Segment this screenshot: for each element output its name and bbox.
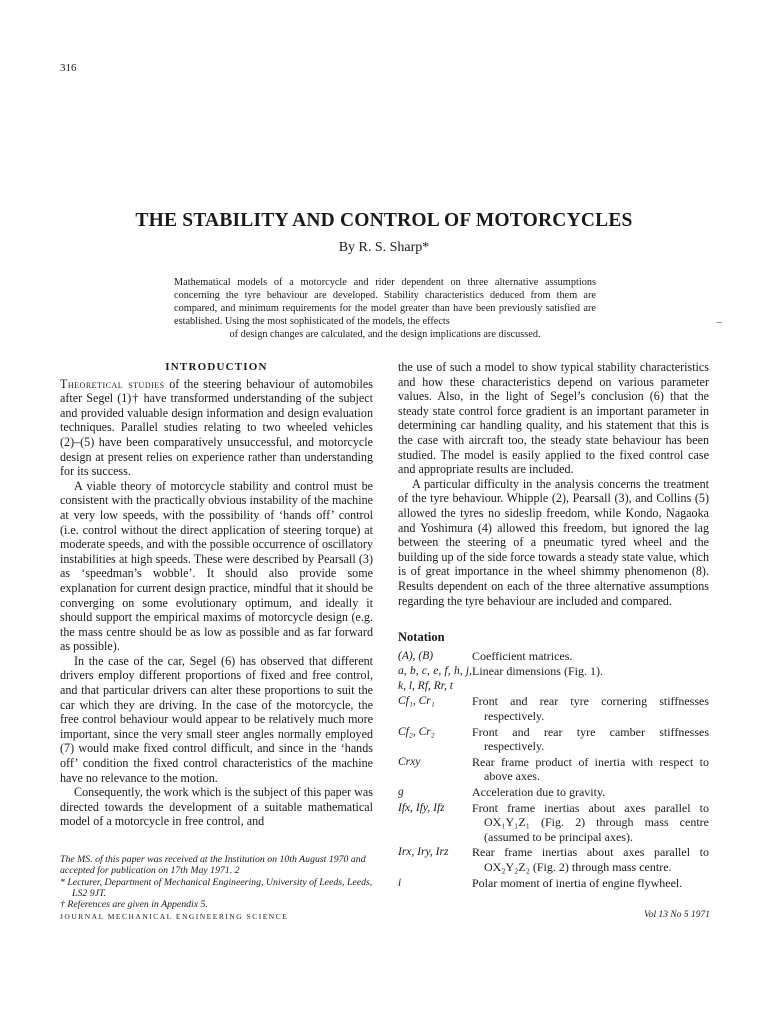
notation-definition: Front and rear tyre camber stiffnesses respectively. (472, 724, 709, 754)
notation-symbol: (A), (B) (398, 649, 434, 662)
notation-row (398, 755, 709, 784)
notation-definition: Coefficient matrices. (472, 648, 573, 663)
notation-row (398, 785, 709, 800)
notation-definition: Polar moment of inertia of engine flywheel. (472, 875, 683, 890)
footnote-received: The MS. of this paper was received at the Institution on 10th August 1970 and accepted for publication on 17th May 1971. 2 (60, 854, 366, 877)
notation-symbol: Ifx, Ify, Ifz (398, 801, 445, 814)
notation-row (398, 876, 709, 891)
notation-row (398, 725, 709, 754)
notation-symbol: g (398, 786, 404, 799)
notation-symbol: a, b, c, e, f, h, j, k, l, Rf, Rr, t (398, 665, 472, 692)
right-column (398, 360, 709, 891)
abstract-text: Mathematical models of a motorcycle and rider dependent on three alternative assumptions concerning the tyre behaviour are developed. Stability characteristics deduced from them are compared, and minimum requirements for the model greater than have been previously satisfied are established. Using the most sophisticated of the models, the effects (174, 277, 596, 327)
intro-paragraph-1 (60, 377, 373, 479)
notation-row (398, 845, 709, 874)
notation-definition: Acceleration due to gravity. (472, 785, 606, 800)
notation-definition: Rear frame inertias about axes parallel to OX₂Y₂Z₂ (Fig. 2) through mass centre. (472, 845, 709, 874)
notation-list (398, 649, 709, 891)
right-paragraph-2: A particular difficulty in the analysis concerns the treatment of the tyre behaviour. Whipple (2), Pearsall (3), and Collins (5) allowed the tyres no sideslip freedom, while Kondo, Nagaoka and Yoshimura (4) allowed this freedom, but ignored the lag between the steering of a pneumatic tyred wheel and the building up of the side force towards a steady state value, which is of great importance in the wheel shimmy phenomenon (8). Results dependent on each of the three alternative assumptions regarding the tyre behaviour are included and compared. (398, 476, 709, 608)
left-column (60, 360, 373, 829)
journal-name: JOURNAL MECHANICAL ENGINEERING SCIENCE (60, 912, 289, 921)
notation-row (398, 694, 709, 723)
notation-definition: Linear dimensions (Fig. 1). (472, 664, 603, 679)
abstract-last-line: of design changes are calculated, and the design implications are discussed. (229, 329, 541, 340)
right-paragraph-1: the use of such a model to show typical stability characteristics and how these characteristics depend on various parameter values. Also, in the light of Segel’s conclusion (6) that the steady state control force gradient is an important parameter in determining car handling quality, and his statement that this is the case with aircraft too, the steady state behaviour has been studied. The model is easily applied to the fixed control case and appropriate results are included. (398, 360, 709, 477)
footnote-author: * Lecturer, Department of Mechanical Engineering, University of Leeds, Leeds, LS2 9JT. (60, 876, 373, 899)
footnote-references: † References are given in Appendix 5. (60, 899, 208, 911)
notation-row (398, 801, 709, 845)
intro-paragraph-1-text: of the steering behaviour of automobiles after Segel (1)† have transformed understanding of the subject and provided valuable design information and design evaluation techniques. Parallel studies relating to two wheeled vehicles (2)–(5) have been comparatively unsuccessful, and motorcycle design at present relies on experience rather than understanding for its success. (60, 376, 373, 479)
notation-symbol: Cf₂, Cr₂ (398, 725, 435, 738)
intro-paragraph-3: In the case of the car, Segel (6) has observed that different drivers employ different proportions of fixed and free control, and that particular drivers can alter these proportions to suit the car which they are driving. In the case of the motorcycle, the free control behaviour would appear to be relatively much more important, since the very small steer angles normally employed (7) would make fixed control difficult, and since in the ‘hands off’ condition the fixed control characteristics of the machine have no relevance to the motion. (60, 653, 373, 785)
notation-row (398, 664, 709, 693)
volume-info: Vol 13 No 5 1971 (644, 910, 710, 920)
footnotes (60, 854, 373, 910)
intro-paragraph-4: Consequently, the work which is the subject of this paper was directed towards the development of a suitable mathematical model of a motorcycle in free control, and (60, 785, 373, 829)
margin-mark (716, 322, 722, 323)
abstract (174, 276, 596, 341)
notation-symbol: Irx, Iry, Irz (398, 846, 449, 859)
paper-title: THE STABILITY AND CONTROL OF MOTORCYCLES (135, 210, 633, 231)
notation-symbol: Crxy (398, 755, 421, 768)
intro-paragraph-2: A viable theory of motorcycle stability and control must be consistent with the practically obvious instability of the machine at very low speeds, with the possibility of ‘hands off’ control (i.e. control without the direct application of steering torque) at moderate speeds, and with the possible occurrence of oscillatory instabilities at high speeds. These were described by Pearsall (3) as ‘speedman’s wobble’. It should also provide some explanation for current design practice, mindful that it should be converging on some evolutionary optimum, and ideally it should support the empirical maxims of motorcycle design (e.g. the mass centre should be as low as possible and as far forward as possible). (60, 478, 373, 654)
notation-symbol: i (398, 876, 402, 889)
notation-definition: Front and rear tyre cornering stiffnesses respectively. (472, 694, 709, 724)
notation-row (398, 649, 709, 664)
page-number: 316 (60, 62, 77, 74)
notation-heading: Notation (398, 630, 445, 645)
introduction-heading: INTRODUCTION (165, 361, 268, 373)
notation-definition: Front frame inertias about axes parallel to OX₁Y₁Z₁ (Fig. 2) through mass centre (assumed to be principal axes). (472, 800, 709, 844)
intro-lead-words: Theoretical studies (60, 376, 165, 391)
notation-definition: Rear frame product of inertia with respect to above axes. (472, 754, 709, 784)
author-line: By R. S. Sharp* (338, 240, 430, 255)
notation-symbol: Cf₁, Cr₁ (398, 695, 435, 708)
